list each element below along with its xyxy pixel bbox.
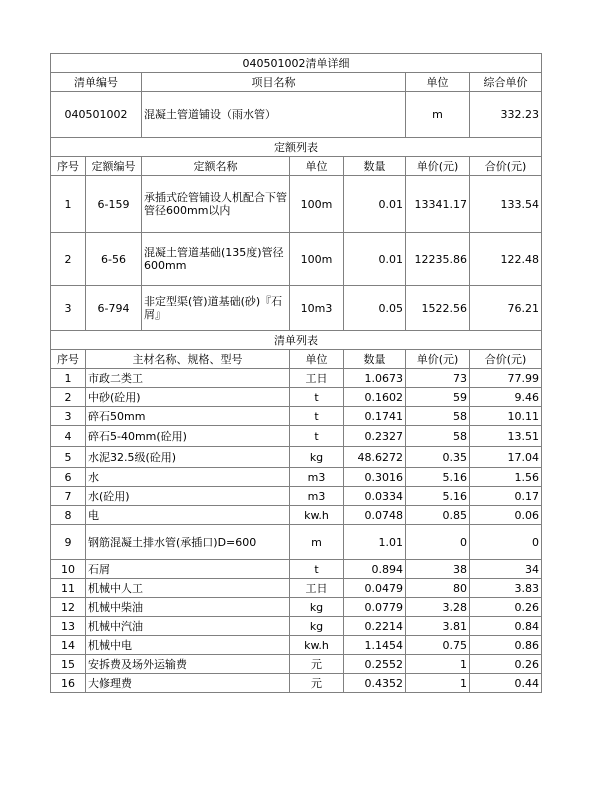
material-qty: 0.2327: [344, 426, 406, 447]
material-price: 59: [406, 388, 470, 407]
material-qty: 0.3016: [344, 468, 406, 487]
quota-qty: 0.01: [344, 233, 406, 286]
material-name: 钢筋混凝土排水管(承插口)D=600: [86, 525, 290, 560]
quota-header-name: 定额名称: [142, 157, 290, 176]
material-no: 2: [51, 388, 86, 407]
material-price: 5.16: [406, 468, 470, 487]
material-price: 0.35: [406, 447, 470, 468]
quota-header-unit: 单位: [290, 157, 344, 176]
material-row: [51, 674, 542, 693]
summary-header-row: [51, 73, 542, 92]
material-total: 0.26: [470, 598, 542, 617]
materials-header-row: [51, 350, 542, 369]
material-no: 7: [51, 487, 86, 506]
material-no: 5: [51, 447, 86, 468]
material-row: [51, 579, 542, 598]
material-no: 3: [51, 407, 86, 426]
material-name: 石屑: [86, 560, 290, 579]
material-unit: m3: [290, 468, 344, 487]
materials-header-name: 主材名称、规格、型号: [86, 350, 290, 369]
material-no: 8: [51, 506, 86, 525]
material-row: [51, 617, 542, 636]
material-qty: 0.2214: [344, 617, 406, 636]
material-qty: 0.0479: [344, 579, 406, 598]
quota-header-qty: 数量: [344, 157, 406, 176]
quota-unit: 100m: [290, 176, 344, 233]
material-price: 73: [406, 369, 470, 388]
material-unit: 工日: [290, 369, 344, 388]
material-row: [51, 407, 542, 426]
summary-price: 332.23: [470, 92, 542, 138]
materials-section-title: 清单列表: [51, 331, 542, 350]
quota-section-row: [51, 138, 542, 157]
material-row: [51, 426, 542, 447]
material-unit: t: [290, 407, 344, 426]
material-name: 水泥32.5级(砼用): [86, 447, 290, 468]
material-row: [51, 525, 542, 560]
material-name: 水(砼用): [86, 487, 290, 506]
material-total: 0: [470, 525, 542, 560]
quota-row: [51, 176, 542, 233]
quota-header-no: 序号: [51, 157, 86, 176]
material-row: [51, 487, 542, 506]
material-total: 77.99: [470, 369, 542, 388]
material-row: [51, 468, 542, 487]
material-total: 9.46: [470, 388, 542, 407]
quota-section-title: 定额列表: [51, 138, 542, 157]
material-name: 市政二类工: [86, 369, 290, 388]
quota-header-row: [51, 157, 542, 176]
quota-header-price: 单价(元): [406, 157, 470, 176]
material-row: [51, 506, 542, 525]
material-name: 中砂(砼用): [86, 388, 290, 407]
material-qty: 0.4352: [344, 674, 406, 693]
quota-price: 13341.17: [406, 176, 470, 233]
summary-header-price: 综合单价: [470, 73, 542, 92]
material-row: [51, 560, 542, 579]
quota-unit: 100m: [290, 233, 344, 286]
quota-name: 承插式砼管铺设人机配合下管管径600mm以内: [142, 176, 290, 233]
material-unit: t: [290, 388, 344, 407]
material-unit: kw.h: [290, 636, 344, 655]
material-qty: 0.1741: [344, 407, 406, 426]
sheet-title: 040501002清单详细: [51, 54, 542, 73]
title-row: [51, 54, 542, 73]
quota-no: 3: [51, 286, 86, 331]
material-price: 58: [406, 407, 470, 426]
quota-qty: 0.01: [344, 176, 406, 233]
quota-no: 1: [51, 176, 86, 233]
material-price: 0: [406, 525, 470, 560]
material-price: 1: [406, 674, 470, 693]
material-price: 3.28: [406, 598, 470, 617]
material-unit: kg: [290, 447, 344, 468]
material-price: 1: [406, 655, 470, 674]
material-name: 机械中柴油: [86, 598, 290, 617]
material-qty: 0.2552: [344, 655, 406, 674]
materials-section-row: [51, 331, 542, 350]
quota-unit: 10m3: [290, 286, 344, 331]
material-price: 58: [406, 426, 470, 447]
material-no: 9: [51, 525, 86, 560]
material-price: 38: [406, 560, 470, 579]
material-unit: t: [290, 560, 344, 579]
materials-header-qty: 数量: [344, 350, 406, 369]
quota-total: 133.54: [470, 176, 542, 233]
material-row: [51, 369, 542, 388]
material-total: 0.06: [470, 506, 542, 525]
material-price: 5.16: [406, 487, 470, 506]
material-qty: 0.0748: [344, 506, 406, 525]
materials-header-no: 序号: [51, 350, 86, 369]
quota-no: 2: [51, 233, 86, 286]
materials-header-total: 合价(元): [470, 350, 542, 369]
material-total: 0.26: [470, 655, 542, 674]
material-unit: m3: [290, 487, 344, 506]
material-total: 0.86: [470, 636, 542, 655]
material-qty: 48.6272: [344, 447, 406, 468]
material-no: 4: [51, 426, 86, 447]
material-row: [51, 598, 542, 617]
quota-total: 122.48: [470, 233, 542, 286]
material-row: [51, 636, 542, 655]
material-name: 电: [86, 506, 290, 525]
material-qty: 1.01: [344, 525, 406, 560]
material-unit: kw.h: [290, 506, 344, 525]
material-total: 3.83: [470, 579, 542, 598]
summary-name: 混凝土管道铺设（雨水管）: [142, 92, 406, 138]
material-name: 机械中电: [86, 636, 290, 655]
material-no: 10: [51, 560, 86, 579]
material-no: 14: [51, 636, 86, 655]
material-total: 0.17: [470, 487, 542, 506]
material-qty: 1.0673: [344, 369, 406, 388]
material-unit: kg: [290, 598, 344, 617]
material-no: 13: [51, 617, 86, 636]
quota-header-code: 定额编号: [86, 157, 142, 176]
quota-name: 混凝土管道基础(135度)管径600mm: [142, 233, 290, 286]
summary-row: [51, 92, 542, 138]
material-name: 安拆费及场外运输费: [86, 655, 290, 674]
material-price: 0.75: [406, 636, 470, 655]
material-total: 17.04: [470, 447, 542, 468]
material-row: [51, 447, 542, 468]
material-total: 1.56: [470, 468, 542, 487]
quota-price: 12235.86: [406, 233, 470, 286]
material-unit: 工日: [290, 579, 344, 598]
material-total: 0.84: [470, 617, 542, 636]
material-no: 12: [51, 598, 86, 617]
quota-name: 非定型渠(管)道基础(砂)『石屑』: [142, 286, 290, 331]
detail-table: [50, 53, 542, 693]
quota-price: 1522.56: [406, 286, 470, 331]
quota-header-total: 合价(元): [470, 157, 542, 176]
material-row: [51, 655, 542, 674]
material-unit: t: [290, 426, 344, 447]
summary-header-unit: 单位: [406, 73, 470, 92]
materials-header-unit: 单位: [290, 350, 344, 369]
material-name: 机械中人工: [86, 579, 290, 598]
summary-header-code: 清单编号: [51, 73, 142, 92]
quota-code: 6-159: [86, 176, 142, 233]
summary-code: 040501002: [51, 92, 142, 138]
material-row: [51, 388, 542, 407]
material-qty: 1.1454: [344, 636, 406, 655]
material-unit: kg: [290, 617, 344, 636]
summary-header-name: 项目名称: [142, 73, 406, 92]
quota-row: [51, 286, 542, 331]
material-unit: 元: [290, 674, 344, 693]
quota-total: 76.21: [470, 286, 542, 331]
material-no: 6: [51, 468, 86, 487]
material-total: 10.11: [470, 407, 542, 426]
summary-unit: m: [406, 92, 470, 138]
material-name: 机械中汽油: [86, 617, 290, 636]
material-name: 碎石50mm: [86, 407, 290, 426]
material-qty: 0.1602: [344, 388, 406, 407]
material-no: 16: [51, 674, 86, 693]
material-name: 大修理费: [86, 674, 290, 693]
material-no: 11: [51, 579, 86, 598]
quota-code: 6-56: [86, 233, 142, 286]
quota-row: [51, 233, 542, 286]
material-unit: 元: [290, 655, 344, 674]
material-price: 80: [406, 579, 470, 598]
material-total: 13.51: [470, 426, 542, 447]
material-total: 0.44: [470, 674, 542, 693]
material-price: 3.81: [406, 617, 470, 636]
material-name: 碎石5-40mm(砼用): [86, 426, 290, 447]
material-total: 34: [470, 560, 542, 579]
material-qty: 0.0334: [344, 487, 406, 506]
quota-code: 6-794: [86, 286, 142, 331]
material-no: 1: [51, 369, 86, 388]
material-name: 水: [86, 468, 290, 487]
materials-header-price: 单价(元): [406, 350, 470, 369]
material-price: 0.85: [406, 506, 470, 525]
material-qty: 0.894: [344, 560, 406, 579]
material-no: 15: [51, 655, 86, 674]
quota-qty: 0.05: [344, 286, 406, 331]
material-unit: m: [290, 525, 344, 560]
material-qty: 0.0779: [344, 598, 406, 617]
